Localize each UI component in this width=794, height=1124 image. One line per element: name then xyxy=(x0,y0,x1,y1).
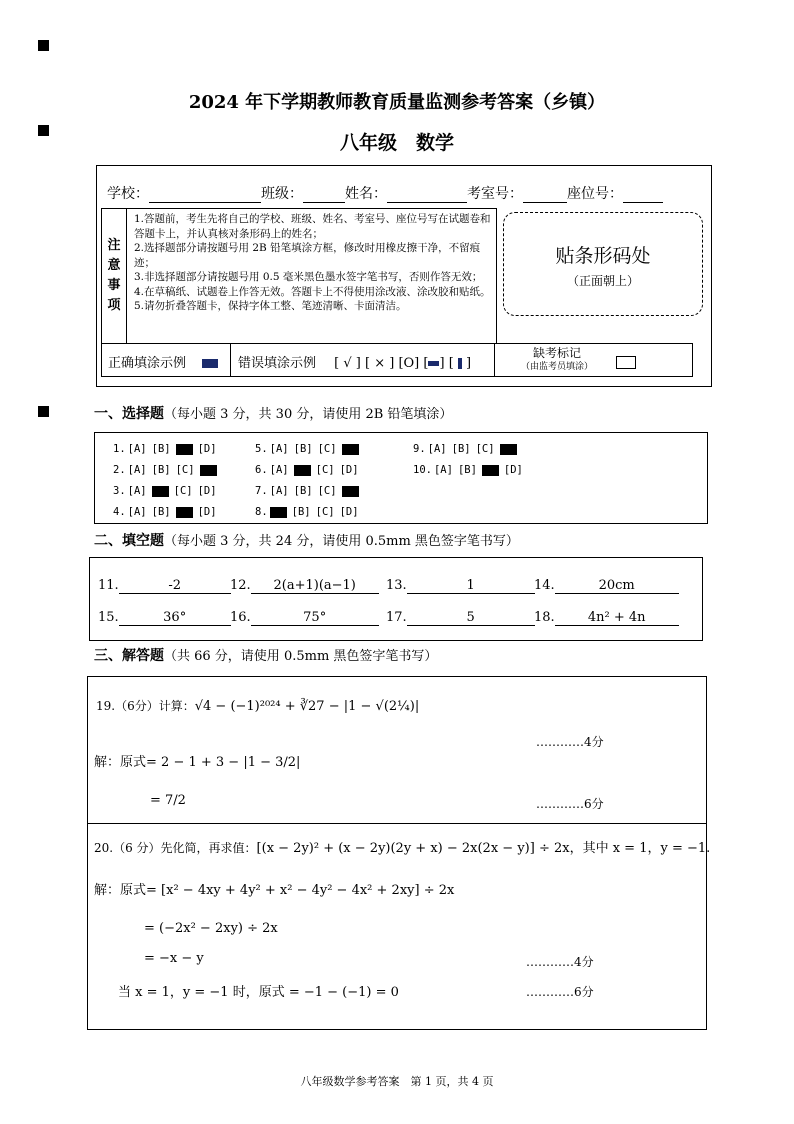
q19-step-2: = 7/2 xyxy=(150,793,186,808)
notice-item: 3.非选择题部分请按题号用 0.5 毫米黑色墨水签字笔书写，否则作答无效； xyxy=(134,271,483,283)
blank-13: 13. 1 xyxy=(386,578,535,594)
q20-step-3: = −x − y xyxy=(144,951,204,966)
q20-step-4: 当 x = 1，y = −1 时，原式 = −1 − (−1) = 0 xyxy=(118,985,399,1000)
mc-option-filled[interactable] xyxy=(176,507,193,518)
notice-list xyxy=(134,212,492,314)
mc-option-filled[interactable] xyxy=(270,507,287,518)
mc-option[interactable]: [B] xyxy=(151,506,171,518)
blank-11: 11. -2 xyxy=(98,578,231,594)
correct-fill-example: 正确填涂示例 xyxy=(108,352,218,371)
blank-12: 12. 2(a+1)(a−1) xyxy=(230,578,379,594)
mc-question-number: 7. xyxy=(255,485,268,497)
room-field[interactable] xyxy=(523,186,567,203)
question-divider xyxy=(88,823,706,824)
school-field[interactable] xyxy=(149,186,261,203)
class-field[interactable] xyxy=(303,186,345,203)
notice-item: 4.在草稿纸、试题卷上作答无效。答题卡上不得使用涂改液、涂改胶和贴纸。 xyxy=(134,285,491,298)
mc-option-filled[interactable] xyxy=(294,465,311,476)
q19-step-1: 解：原式= 2 − 1 + 3 − |1 − 3/2| xyxy=(94,755,301,770)
blank-17: 17. 5 xyxy=(386,610,535,626)
notice-label: 注 意 事 项 xyxy=(102,209,127,343)
mc-question-number: 3. xyxy=(113,485,126,497)
section3-title: 三、解答题（共 66 分，请使用 0.5mm 黑色签字笔书写） xyxy=(94,648,438,664)
mc-question xyxy=(255,464,364,476)
wrong-fill-bar: [ ] xyxy=(448,356,472,371)
mc-question-number: 5. xyxy=(255,443,268,455)
q19-score-1: …………4分 xyxy=(536,735,604,749)
mc-option[interactable]: [B] xyxy=(151,443,171,455)
mc-option[interactable]: [D] xyxy=(339,506,359,518)
fill-example-row xyxy=(101,343,693,377)
seat-label: 座位号： xyxy=(567,186,623,202)
answer-box xyxy=(87,676,711,1030)
mc-question xyxy=(113,443,222,455)
q19-score-2: …………6分 xyxy=(536,797,604,811)
mc-question-number: 1. xyxy=(113,443,126,455)
page-footer: 八年级数学参考答案 第 1 页，共 4 页 xyxy=(300,1075,494,1088)
mc-option[interactable]: [C] xyxy=(315,506,335,518)
wrong-fill-example: 错误填涂示例 [ √ ] [ × ] [O] [ ] [ ] xyxy=(238,356,472,371)
q19-prompt: 19.（6分）计算：√4 − (−1)²⁰²⁴ + ∛27 − |1 − √(2¼)| xyxy=(96,699,420,714)
mc-option[interactable]: [C] xyxy=(315,464,335,476)
mc-option[interactable]: [C] xyxy=(317,443,337,455)
name-label: 姓名： xyxy=(345,186,387,202)
mc-option[interactable]: [C] xyxy=(317,485,337,497)
mc-option-filled[interactable] xyxy=(152,486,169,497)
mc-option-filled[interactable] xyxy=(200,465,217,476)
barcode-title: 贴条形码处 xyxy=(555,245,651,267)
mc-question-number: 9. xyxy=(413,443,426,455)
notice-item: 2.选择题部分请按题号用 2B 铅笔填涂方框，修改时用橡皮擦干净，不留痕迹； xyxy=(134,242,481,269)
q20-score-2: …………6分 xyxy=(526,985,594,999)
fill-blank-box xyxy=(89,557,703,641)
mc-option-filled[interactable] xyxy=(176,444,193,455)
mc-question xyxy=(255,506,364,518)
info-box xyxy=(96,165,712,387)
blank-16: 16. 75° xyxy=(230,610,379,626)
mc-question-number: 2. xyxy=(113,464,126,476)
barcode-subtitle: （正面朝上） xyxy=(566,274,639,288)
barcode-area xyxy=(503,212,703,316)
section1-title: 一、选择题（每小题 3 分，共 30 分，请使用 2B 铅笔填涂） xyxy=(94,406,453,422)
alignment-mark xyxy=(38,40,49,51)
blank-14: 14. 20cm xyxy=(534,578,679,594)
mc-option[interactable]: [C] xyxy=(475,443,495,455)
mc-option[interactable]: [B] xyxy=(293,443,313,455)
wrong-fill-dash: [ ] xyxy=(423,356,445,371)
mc-option[interactable]: [C] xyxy=(175,464,195,476)
section2-title: 二、填空题（每小题 3 分，共 24 分，请使用 0.5mm 黑色签字笔书写） xyxy=(94,533,519,549)
mc-option[interactable]: [B] xyxy=(457,464,477,476)
mc-option[interactable]: [A] xyxy=(127,443,147,455)
mc-option[interactable]: [A] xyxy=(269,485,289,497)
mc-option[interactable]: [A] xyxy=(427,443,447,455)
notice-item: 5.请勿折叠答题卡，保持字体工整、笔迹清晰、卡面清洁。 xyxy=(134,300,407,312)
mc-question-number: 8. xyxy=(255,506,268,518)
mc-option[interactable]: [A] xyxy=(269,443,289,455)
multiple-choice-box xyxy=(94,432,708,524)
mc-option[interactable]: [A] xyxy=(269,464,289,476)
q20-step-2: = (−2x² − 2xy) ÷ 2x xyxy=(144,921,278,936)
notice-table xyxy=(101,208,497,344)
class-label: 班级： xyxy=(261,186,303,202)
room-label: 考室号： xyxy=(467,186,523,202)
mc-option[interactable]: [A] xyxy=(127,485,147,497)
student-info-row xyxy=(107,183,663,203)
blank-18: 18. 4n² + 4n xyxy=(534,610,679,626)
mc-option[interactable]: [D] xyxy=(197,443,217,455)
mc-question-number: 10. xyxy=(413,464,432,476)
q20-step-1: 解：原式= [x² − 4xy + 4y² + x² − 4y² − 4x² + 2xy] ÷ 2x xyxy=(94,883,455,898)
page-title: 2024 年下学期教师教育质量监测参考答案（乡镇） xyxy=(188,92,606,113)
mc-option[interactable]: [A] xyxy=(127,506,147,518)
mc-question-number: 6. xyxy=(255,464,268,476)
page-subtitle: 八年级 数学 xyxy=(339,132,454,154)
correct-fill-mark xyxy=(202,359,218,368)
mc-option[interactable]: [A] xyxy=(127,464,147,476)
mc-option-filled[interactable] xyxy=(342,486,359,497)
mc-option[interactable]: [B] xyxy=(151,464,171,476)
mc-option[interactable]: [D] xyxy=(197,506,217,518)
mc-question xyxy=(113,464,222,476)
mc-option-filled[interactable] xyxy=(482,465,499,476)
school-label: 学校： xyxy=(107,186,149,202)
mc-question xyxy=(413,464,528,476)
mc-option[interactable]: [B] xyxy=(451,443,471,455)
mc-option[interactable]: [D] xyxy=(503,464,523,476)
mc-option[interactable]: [B] xyxy=(293,485,313,497)
mc-question xyxy=(255,443,364,455)
mc-question xyxy=(255,485,364,497)
absent-mark-area: 缺考标记 （由监考员填涂） xyxy=(520,346,593,372)
mc-option[interactable]: [D] xyxy=(339,464,359,476)
q20-prompt: 20.（6 分）先化简，再求值：[(x − 2y)² + (x − 2y)(2y + x) − 2x(2x − y)] ÷ 2x，其中 x = 1，y = −1. xyxy=(94,841,711,856)
mc-option[interactable]: [B] xyxy=(291,506,311,518)
mc-option-filled[interactable] xyxy=(342,444,359,455)
q20-score-1: …………4分 xyxy=(526,955,594,969)
seat-field[interactable] xyxy=(623,186,663,203)
alignment-mark xyxy=(38,406,49,417)
mc-question xyxy=(113,485,222,497)
mc-option-filled[interactable] xyxy=(500,444,517,455)
mc-option[interactable]: [A] xyxy=(433,464,453,476)
blank-15: 15. 36° xyxy=(98,610,231,626)
notice-item: 1.答题前，考生先将自己的学校、班级、姓名、考室号、座位号写在试题卷和答题卡上，并认真核对条形码上的姓名； xyxy=(134,213,491,240)
name-field[interactable] xyxy=(387,186,467,203)
mc-question xyxy=(113,506,222,518)
mc-question xyxy=(413,443,522,455)
mc-option[interactable]: [D] xyxy=(197,485,217,497)
mc-option[interactable]: [C] xyxy=(173,485,193,497)
absent-checkbox[interactable] xyxy=(616,356,636,369)
mc-question-number: 4. xyxy=(113,506,126,518)
